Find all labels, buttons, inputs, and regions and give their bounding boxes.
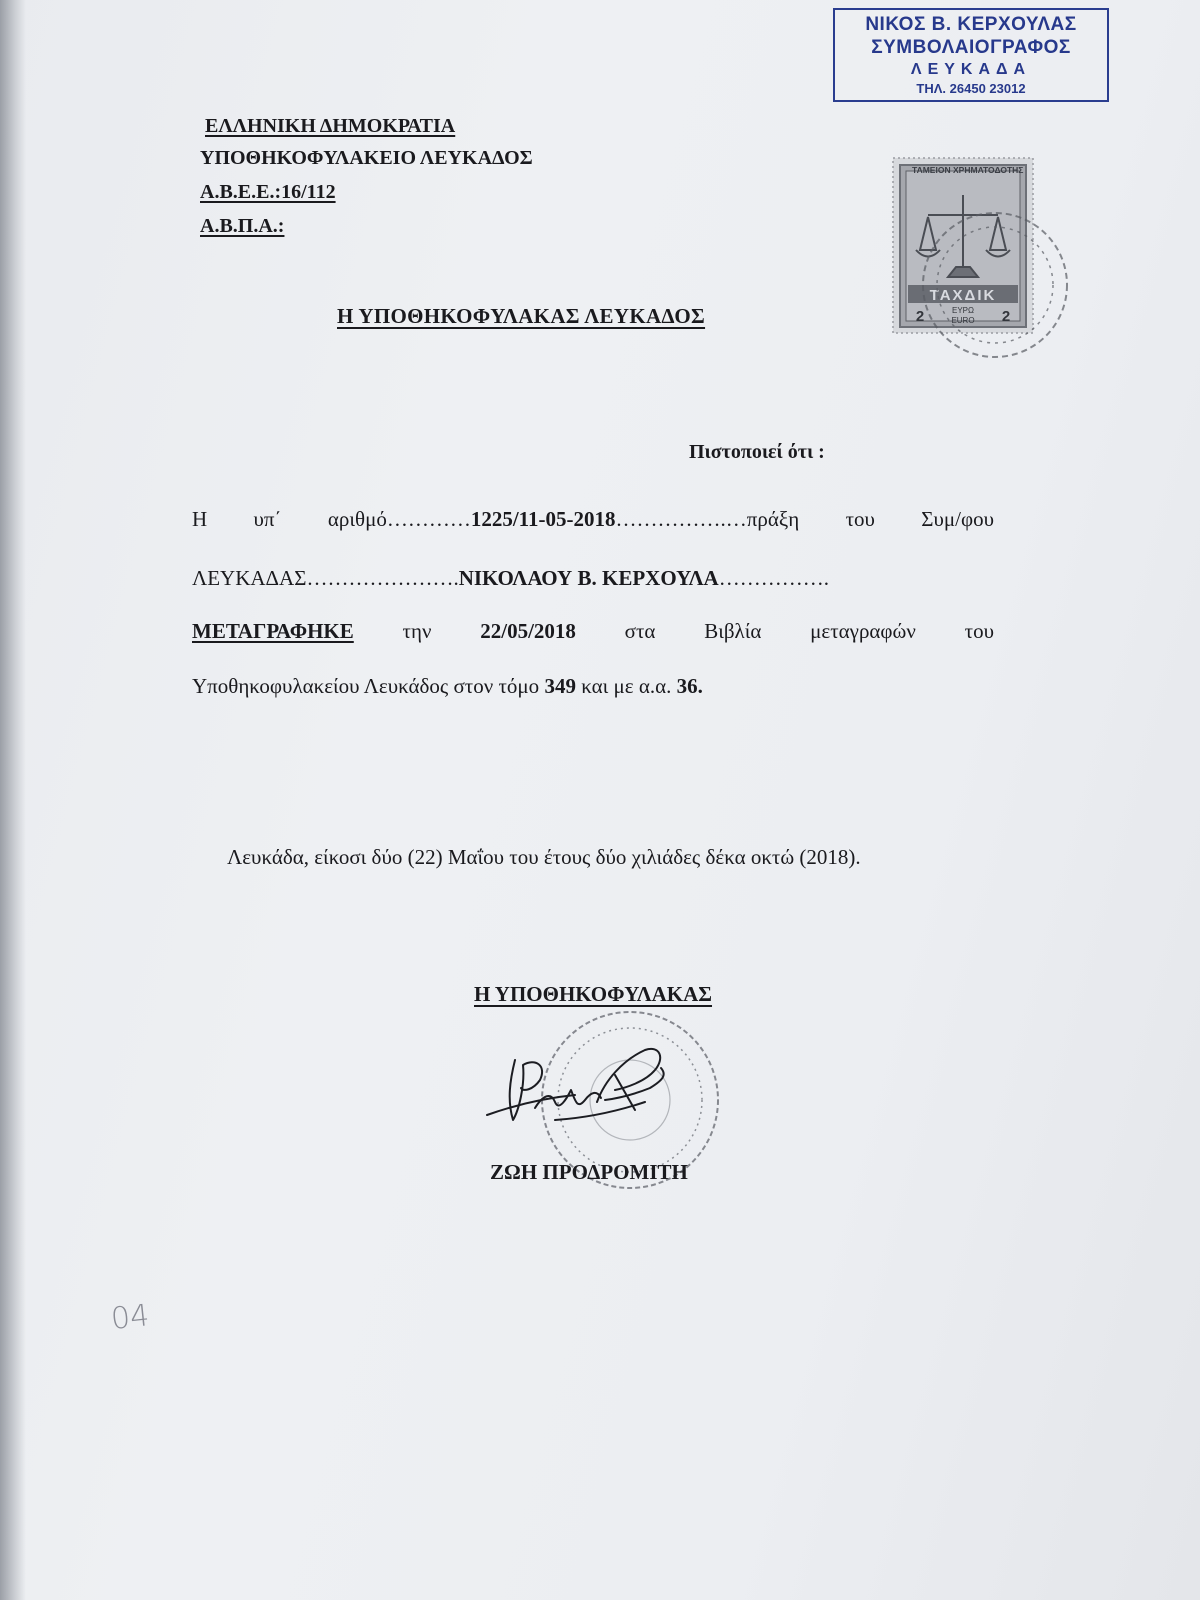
notary-stamp-city: ΛΕΥΚΑΔΑ	[910, 61, 1032, 78]
header-office: ΥΠΟΘΗΚΟΦΥΛΑΚΕΙΟ ΛΕΥΚΑΔΟΣ	[200, 147, 533, 169]
body-word: …………….…πράξη	[615, 507, 800, 531]
body-word: του	[964, 619, 994, 643]
body-text: και με α.α.	[581, 674, 672, 698]
body-word: Συμ/φου	[921, 507, 994, 531]
body-word-with-number	[328, 507, 799, 532]
body-line-2	[192, 566, 829, 591]
deed-number: 1225/11-05-2018	[470, 507, 616, 531]
dots: …………….	[718, 566, 829, 590]
body-word: υπ΄	[253, 507, 282, 531]
date-line: Λευκάδα, είκοσι δύο (22) Μαΐου του έτους δύο χιλιάδες δέκα οκτώ (2018).	[227, 845, 861, 869]
signatory-name: ΖΩΗ ΠΡΟΔΡΟΜΙΤΗ	[490, 1160, 688, 1184]
header-abpa: Α.Β.Π.Α.:	[200, 215, 285, 237]
handwritten-page-note: 04	[109, 1298, 151, 1337]
revenue-stamp-currency-latin: EURO	[951, 316, 975, 325]
handwritten-signature	[485, 1040, 695, 1150]
body-line-4	[192, 674, 703, 699]
body-word: του	[845, 507, 875, 531]
body-word: Η	[192, 507, 208, 531]
page-edge-shadow	[0, 0, 26, 1600]
notary-stamp	[833, 8, 1109, 102]
header-republic: ΕΛΛΗΝΙΚΗ ΔΗΜΟΚΡΑΤΙΑ	[205, 115, 456, 137]
header-abee: Α.Β.Ε.Ε.:16/112	[200, 181, 336, 203]
notary-city: ΛΕΥΚΑΔΑΣ	[192, 566, 307, 590]
body-line-1	[192, 507, 994, 532]
body-word: μεταγραφών	[810, 619, 916, 643]
body-word: Βιβλία	[704, 619, 762, 643]
revenue-stamp-arc-text: ΤΑΜΕΙΟΝ ΧΡΗΜΑΤΟΔΟΤΗΣΕΩΣ ΔΙΚΑΣΤΙΚΩΝ ΚΤΙΡΙΩΝ	[886, 147, 1024, 175]
transcribed-label: ΜΕΤΑΓΡΑΦΗΚΕ	[192, 619, 354, 643]
signature-title: Η ΥΠΟΘΗΚΟΦΥΛΑΚΑΣ	[474, 982, 713, 1006]
revenue-stamp	[886, 147, 1050, 405]
notary-stamp-phone: ΤΗΛ. 26450 23012	[916, 81, 1026, 96]
notary-name: ΝΙΚΟΛΑΟΥ Β. ΚΕΡΧΟΥΛΑ	[458, 566, 719, 590]
dots: ………………….	[306, 566, 459, 590]
transcription-date: 22/05/2018	[480, 619, 576, 643]
notary-stamp-name: ΝΙΚΟΣ Β. ΚΕΡΧΟΥΛΑΣ	[865, 14, 1077, 35]
body-word: την	[402, 619, 432, 643]
document-title: Η ΥΠΟΘΗΚΟΦΥΛΑΚΑΣ ΛΕΥΚΑΔΟΣ	[337, 304, 706, 328]
body-word: στα	[624, 619, 656, 643]
revenue-stamp-label: ΤΑΧΔΙΚ	[929, 287, 997, 304]
revenue-stamp-value-left: 2	[915, 308, 925, 325]
certifies-heading: Πιστοποιεί ότι :	[689, 441, 825, 463]
revenue-stamp-currency: ΕΥΡΩ	[952, 306, 974, 315]
serial-number: 36.	[676, 674, 703, 698]
body-word: αριθμό…………	[327, 507, 471, 531]
body-text: Υποθηκοφυλακείου Λευκάδος στον τόμο	[192, 674, 540, 698]
body-line-3	[192, 619, 994, 644]
revenue-stamp-value-right: 2	[1001, 308, 1011, 325]
notary-stamp-title: ΣΥΜΒΟΛΑΙΟΓΡΑΦΟΣ	[871, 37, 1071, 58]
volume-number: 349	[544, 674, 576, 698]
